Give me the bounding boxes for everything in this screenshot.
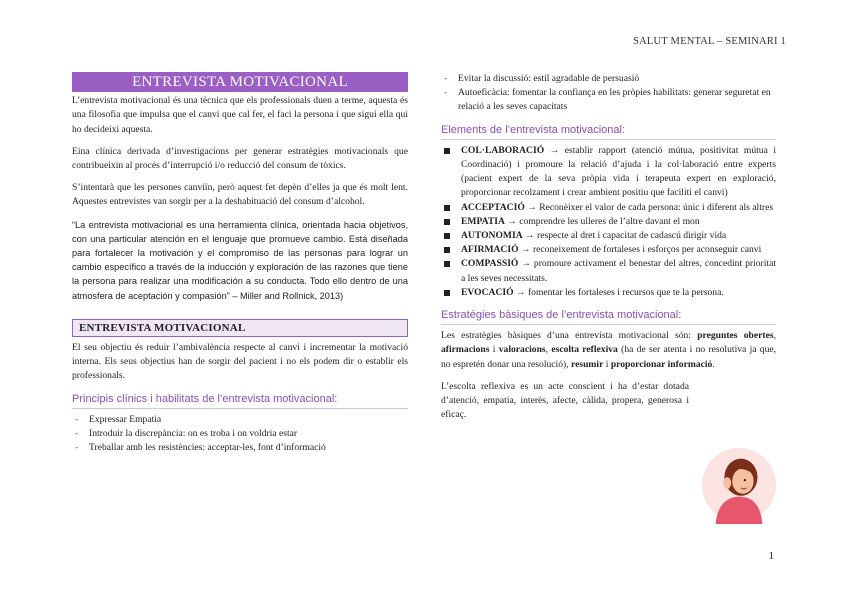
quote-miller-rollnick: “La entrevista motivacional es una herramienta clínica, orientada hacia objetivos, con una particular atención en el lenguaje que promueve cambio. Está diseñada para fortalecer la motivación y el compromiso de las personas para lograr un cambio específico a través de la inducción y exploración de las razones que tiene la persona para realizar una modificación a su conducta. Todo ello dentro de una atmosfera de aceptación y compasión” – Miller and Rollnick, 2013) [72, 219, 408, 301]
element-term: COL·LABORACIÓ [461, 144, 545, 156]
element-term: EVOCACIÓ [461, 286, 514, 298]
element-desc: → Reconèixer el valor de cada persona: únic i diferent als altres [524, 201, 774, 213]
text-run: Les estratègies bàsiques d’una entrevista motivacional són: [441, 330, 698, 342]
strategy-term: resumir [571, 358, 604, 370]
element-desc: → promoure activament el benestar del altres, concedint prioritat a les seves necessitats. [461, 258, 776, 284]
text-run: (ha de ser atenta i no resolutiva ja que, no espretén donar una resolució), [441, 344, 777, 370]
element-desc: → fomentar les fortaleses i recursos que te la persona. [513, 286, 724, 298]
text-run: . [712, 358, 715, 370]
element-item [441, 286, 776, 300]
strategy-term: proporcionar informació [610, 358, 713, 370]
element-term: AUTONOMIA [461, 230, 523, 242]
element-item [441, 229, 776, 243]
paragraph-intro: L’entrevista motivacional és una tècnica que els professionals duen a terme, aquesta és una filosofia que impulsa que el canvi que cal fer, el faci la persona i que sigui ella qui ho decideixi aquesta. [72, 95, 408, 135]
element-term: COMPASSIÓ [461, 258, 519, 270]
strategy-term: valoracions [498, 344, 546, 356]
principles-list [72, 413, 408, 456]
principles-heading: Principis clínics i habilitats de l’entrevista motivacional: [72, 392, 408, 409]
paragraph-listening: L’escolta reflexiva es un acte conscient i ha d’estar dotada d’atenció, empatia, interès, afecte, càlida, propera, generosa i eficaç. [441, 380, 689, 421]
principles-list-continued [441, 72, 776, 115]
element-desc: → comprendre les ulleres de l’altre davant el mon [504, 215, 700, 227]
illustration-face [732, 468, 753, 493]
paragraph-change: S’intentarà que les persones canviïn, però aquest fet depèn d’elles ja que és molt lent. Aquestes entrevistes van sorgir per a la deshabituació del consum d’alcohol. [72, 182, 408, 208]
element-item [441, 257, 776, 285]
illustration-eye [744, 479, 746, 481]
element-desc: → respecte al dret i capacitat de cadascú dirigir vida [522, 230, 727, 242]
right-column [441, 72, 776, 430]
subsection-box-title: ENTREVISTA MOTIVACIONAL [72, 319, 408, 337]
paragraph-tool: Eina clínica derivada d’investigacions per generar estratègies motivacionals que contribueixin al procés d’interrupció i/o reducció del consum de tòxics. [72, 145, 408, 172]
list-item: - Treballar amb les resistències: acceptar-les, font d’informació [72, 441, 408, 455]
left-column [72, 72, 408, 455]
strategy-term: escolta reflexiva [551, 344, 618, 356]
paragraph-objective: El seu objectiu és reduir l’ambivalència respecte al canvi i incrementar la motivació interna. Els seus objectius han de sorgir del pacient i no els podem dir o establir els professionals. [72, 342, 408, 382]
paragraph-strategies [441, 329, 776, 372]
section-banner: ENTREVISTA MOTIVACIONAL [72, 72, 408, 92]
element-term: EMPATIA [461, 215, 505, 227]
element-desc: → reconeixement de fortaleses i esforços per aconseguir canvi [518, 244, 762, 256]
list-item: - Evitar la discussió: estil agradable de persuasió [441, 72, 776, 86]
element-item [441, 215, 776, 229]
element-item [441, 201, 776, 215]
element-item [441, 243, 776, 257]
list-item: - Autoeficàcia: fomentar la confiança en les pròpies habilitats: generar seguretat en relació a les seves capacitats [441, 86, 776, 114]
running-header: SALUT MENTAL – SEMINARI 1 [633, 36, 786, 47]
element-item [441, 144, 776, 201]
listening-woman-illustration [700, 446, 778, 524]
text-run: i [489, 344, 499, 356]
text-run: , [545, 344, 552, 356]
text-run: i [603, 358, 611, 370]
element-desc: → establir rapport (atenció mútua, positivitat mútua i Coordinació) i promoure la relació d’ajuda i la col·laboració entre experts (pacient expert de la seva pròpia vida i terapeuta expert en exploració, proporcionar recolzament i crear ambient positiu que faciliti el canvi) [461, 144, 776, 199]
elements-heading: Elements de l’entrevista motivacional: [441, 123, 776, 140]
list-item: - Introduir la discrepància: on es troba i on voldria estar [72, 427, 408, 441]
page-number: 1 [768, 550, 774, 562]
strategies-heading: Estratègies bàsiques de l’entrevista motivacional: [441, 308, 776, 325]
list-item: - Expressar Empatia [72, 413, 408, 427]
element-term: ACCEPTACIÓ [461, 201, 525, 213]
text-run: , [773, 330, 776, 342]
element-term: AFIRMACIÓ [461, 244, 519, 256]
strategy-term: afirmacions [441, 344, 490, 356]
illustration-hand [723, 477, 731, 489]
elements-list [441, 144, 776, 300]
strategy-term: preguntes obertes [697, 330, 774, 342]
